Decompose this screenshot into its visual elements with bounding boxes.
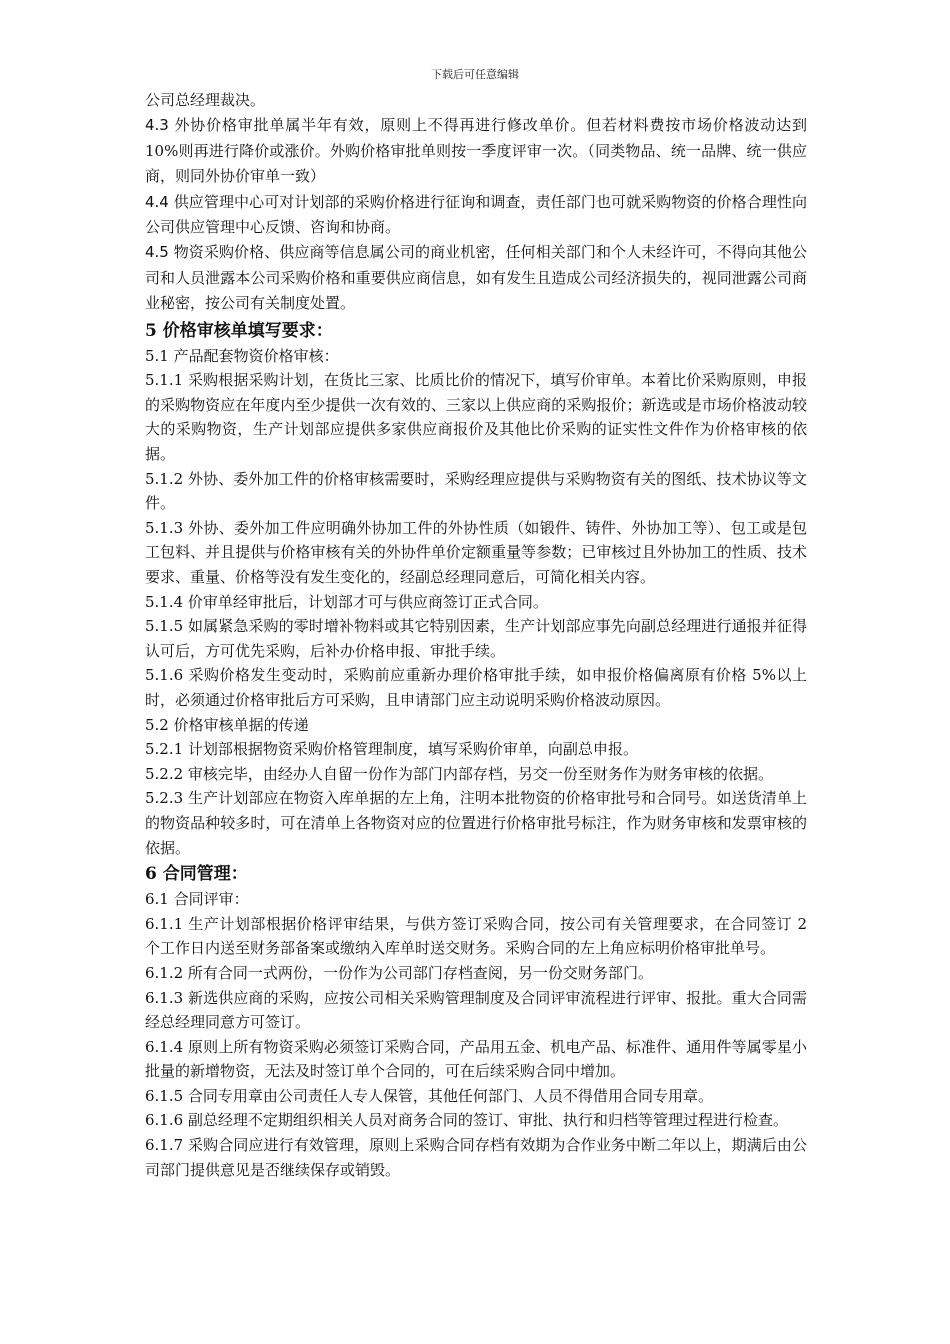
paragraph: 5.1.5 如属紧急采购的零时增补物料或其它特别因素，生产计划部应事先向副总经理进行通报并征得认可后，方可优先采购，后补办价格申报、审批手续。: [145, 617, 807, 660]
paragraph: 5.2.1 计划部根据物资采购价格管理制度，填写采购价审单，向副总申报。: [145, 740, 638, 759]
paragraph-text: 供应管理中心可对计划部的采购价格进行征询和调查，责任部门也可就采购物资的价格合理性向公司供应管理中心反馈、咨询和协商。: [145, 192, 807, 237]
paragraph: 5.2.3 生产计划部应在物资入库单据的左上角，注明本批物资的价格审批号和合同号。如送货清单上的物资品种较多时，可在清单上各物资对应的位置进行价格审批号标注，作为财务审核和发票审核的依据。: [145, 789, 807, 857]
paragraph: 6.1.3 新选供应商的采购，应按公司相关采购管理制度及合同评审流程进行评审、报批。重大合同需经总经理同意方可签订。: [145, 988, 807, 1032]
paragraph: 5.1 产品配套物资价格审核：: [145, 346, 339, 365]
paragraph: [145, 190, 807, 241]
paragraph: 6.1.7 采购合同应进行有效管理，原则上采购合同存档有效期为合作业务中断二年以上，期满后由公司部门提供意见是否继续保存或销毁。: [145, 1136, 807, 1179]
paragraph: 5.1.3 外协、委外加工件应明确外协加工件的外协性质（如锻件、铸件、外协加工等）、包工或是包工包料、并且提供与价格审核有关的外协件单价定额重量等参数；已审核过且外协加工的性质、技术要求、重量、价格等没有发生变化的，经副总经理同意后，可简化相关内容。: [145, 518, 807, 586]
section-number: 4.4: [145, 192, 169, 211]
section-number: 4.3: [145, 116, 169, 135]
page-header: 下载后可任意编辑: [431, 68, 519, 81]
paragraph: 6.1.5 合同专用章由公司责任人专人保管，其他任何部门、人员不得借用合同专用章。: [145, 1086, 713, 1105]
paragraph-text: 公司总经理裁决。: [145, 91, 266, 109]
paragraph: 5.2.2 审核完毕，由经办人自留一份作为部门内部存档，另交一份至财务作为财务审核的依据。: [145, 764, 773, 783]
section-heading: 5 价格审核单填写要求：: [145, 320, 333, 341]
paragraph: [145, 240, 807, 316]
paragraph: 6.1.2 所有合同一式两份，一份作为公司部门存档查阅，另一份交财务部门。: [145, 963, 653, 982]
paragraph: 6.1.6 副总经理不定期组织相关人员对商务合同的签订、审批、执行和归档等管理过程进行检查。: [145, 1111, 788, 1130]
paragraph-text: 物资采购价格、供应商等信息属公司的商业机密，任何相关部门和个人未经许可，不得向其他公司和人员泄露本公司采购价格和重要供应商信息，如有发生且造成公司经济损失的，视同泄露公司商业秘密，按公司有关制度处置。: [145, 243, 807, 313]
paragraph: 6.1.4 原则上所有物资采购必须签订采购合同，产品用五金、机电产品、标准件、通用件等属零星小批量的新增物资，无法及时签订单个合同的，可在后续采购合同中增加。: [145, 1037, 807, 1081]
paragraph: [145, 113, 807, 189]
paragraph: 5.2 价格审核单据的传递: [145, 715, 309, 734]
paragraph: 6.1.1 生产计划部根据价格评审结果，与供方签订采购合同，按公司有关管理要求，在合同签订 2 个工作日内送至财务部备案或缴纳入库单时送交财务。采购合同的左上角应标明价格审批单号。: [145, 914, 807, 958]
paragraph: 5.1.1 采购根据采购计划，在货比三家、比质比价的情况下，填写价审单。本着比价采购原则，申报的采购物资应在年度内至少提供一次有效的、三家以上供应商的采购报价；新选或是市场价格波动较大的采购物资，生产计划部应提供多家供应商报价及其他比价采购的证实性文件作为价格审核的依据。: [145, 371, 807, 464]
section-number: 4.5: [145, 243, 169, 262]
paragraph: 5.1.2 外协、委外加工件的价格审核需要时，采购经理应提供与采购物资有关的图纸、技术协议等文件。: [145, 469, 807, 513]
paragraph: 6.1 合同评审：: [145, 890, 249, 909]
paragraph: [145, 88, 807, 113]
paragraph-text: 外协价格审批单属半年有效，原则上不得再进行修改单价。但若材料费按市场价格波动达到 10%则再进行降价或涨价。外购价格审批单则按一季度评审一次。（同类物品、统一品牌、统一供应商，则同外协价审单一致）: [145, 116, 807, 186]
paragraph: 5.1.4 价审单经审批后，计划部才可与供应商签订正式合同。: [145, 592, 548, 611]
document-body: [145, 88, 807, 1182]
paragraph: 5.1.6 采购价格发生变动时，采购前应重新办理价格审批手续，如申报价格偏离原有价格 5%以上时，必须通过价格审批后方可采购，且申请部门应主动说明采购价格波动原因。: [145, 666, 807, 709]
section-heading: 6 合同管理：: [145, 864, 248, 885]
